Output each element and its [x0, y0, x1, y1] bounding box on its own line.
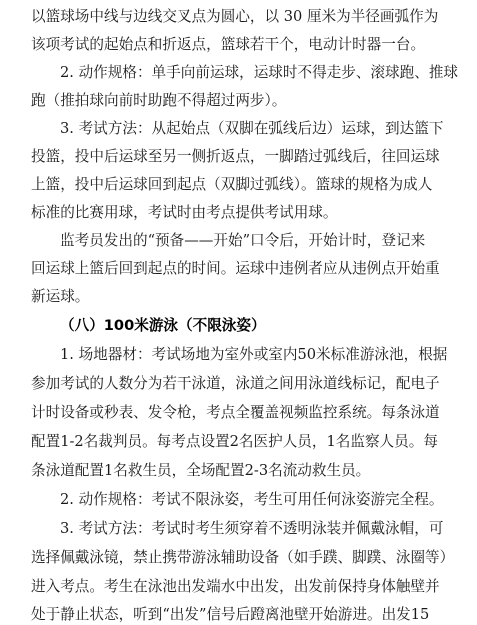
text-line: 跑（推拍球向前时助跑不得超过两步）。 — [31, 92, 287, 109]
text-line: 处于静止状态，听到“出发”信号后蹬离池壁开始游进。出发15 — [31, 606, 430, 623]
text-line: 2. 动作规格：单手向前运球，运球时不得走步、滚球跑、推球 — [60, 64, 459, 81]
text-line: 监考员发出的“预备——开始”口令后，开始计时，登记来 — [60, 232, 426, 249]
text-line: 条泳道配置1名救生员，全场配置2-3名流动救生员。 — [31, 462, 371, 479]
text-line: 新运球。 — [31, 288, 90, 305]
text-line: 3. 考试方法：从起始点（双脚在弧线后边）运球，到达篮下 — [60, 120, 444, 137]
text-line: 1. 场地器材：考试场地为室外或室内50米标准游泳池，根据 — [60, 346, 448, 363]
text-line: 该项考试的起始点和折返点，篮球若干个，电动计时器一台。 — [31, 36, 426, 53]
text-line: 进入考点。考生在泳池出发端水中出发，出发前保持身体触壁并 — [31, 578, 440, 595]
text-line: 计时设备或秒表、发令枪，考点全覆盖视频监控系统。每条泳道 — [31, 404, 440, 421]
text-line: 选择佩戴泳镜，禁止携带游泳辅助设备（如手蹼、脚蹼、泳圈等） — [31, 549, 455, 566]
text-line: 回运球上篮后回到起点的时间。运球中违例者应从违例点开始重 — [31, 260, 440, 277]
section-heading: （八）100米游泳（不限泳姿） — [60, 317, 266, 334]
text-line: 2. 动作规格：考试不限泳姿，考生可用任何泳姿游完全程。 — [60, 491, 444, 508]
text-line: 3. 考试方法：考试时考生须穿着不透明泳装并佩戴泳帽，可 — [60, 520, 444, 537]
text-line: 参加考试的人数分为若干泳道，泳道之间用泳道线标记，配电子 — [31, 375, 440, 392]
text-line: 以篮球场中线与边线交叉点为圆心，以 30 厘米为半径画弧作为 — [31, 8, 439, 25]
text-line: 标准的比赛用球，考试时由考点提供考试用球。 — [31, 204, 338, 221]
text-line: 投篮，投中后运球至另一侧折返点，一脚踏过弧线后，往回运球 — [31, 148, 440, 165]
text-line: 配置1-2名裁判员。每考点设置2名医护人员，1名监察人员。每 — [31, 433, 438, 450]
text-line: 上篮，投中后运球回到起点（双脚过弧线）。篮球的规格为成人 — [31, 176, 433, 193]
